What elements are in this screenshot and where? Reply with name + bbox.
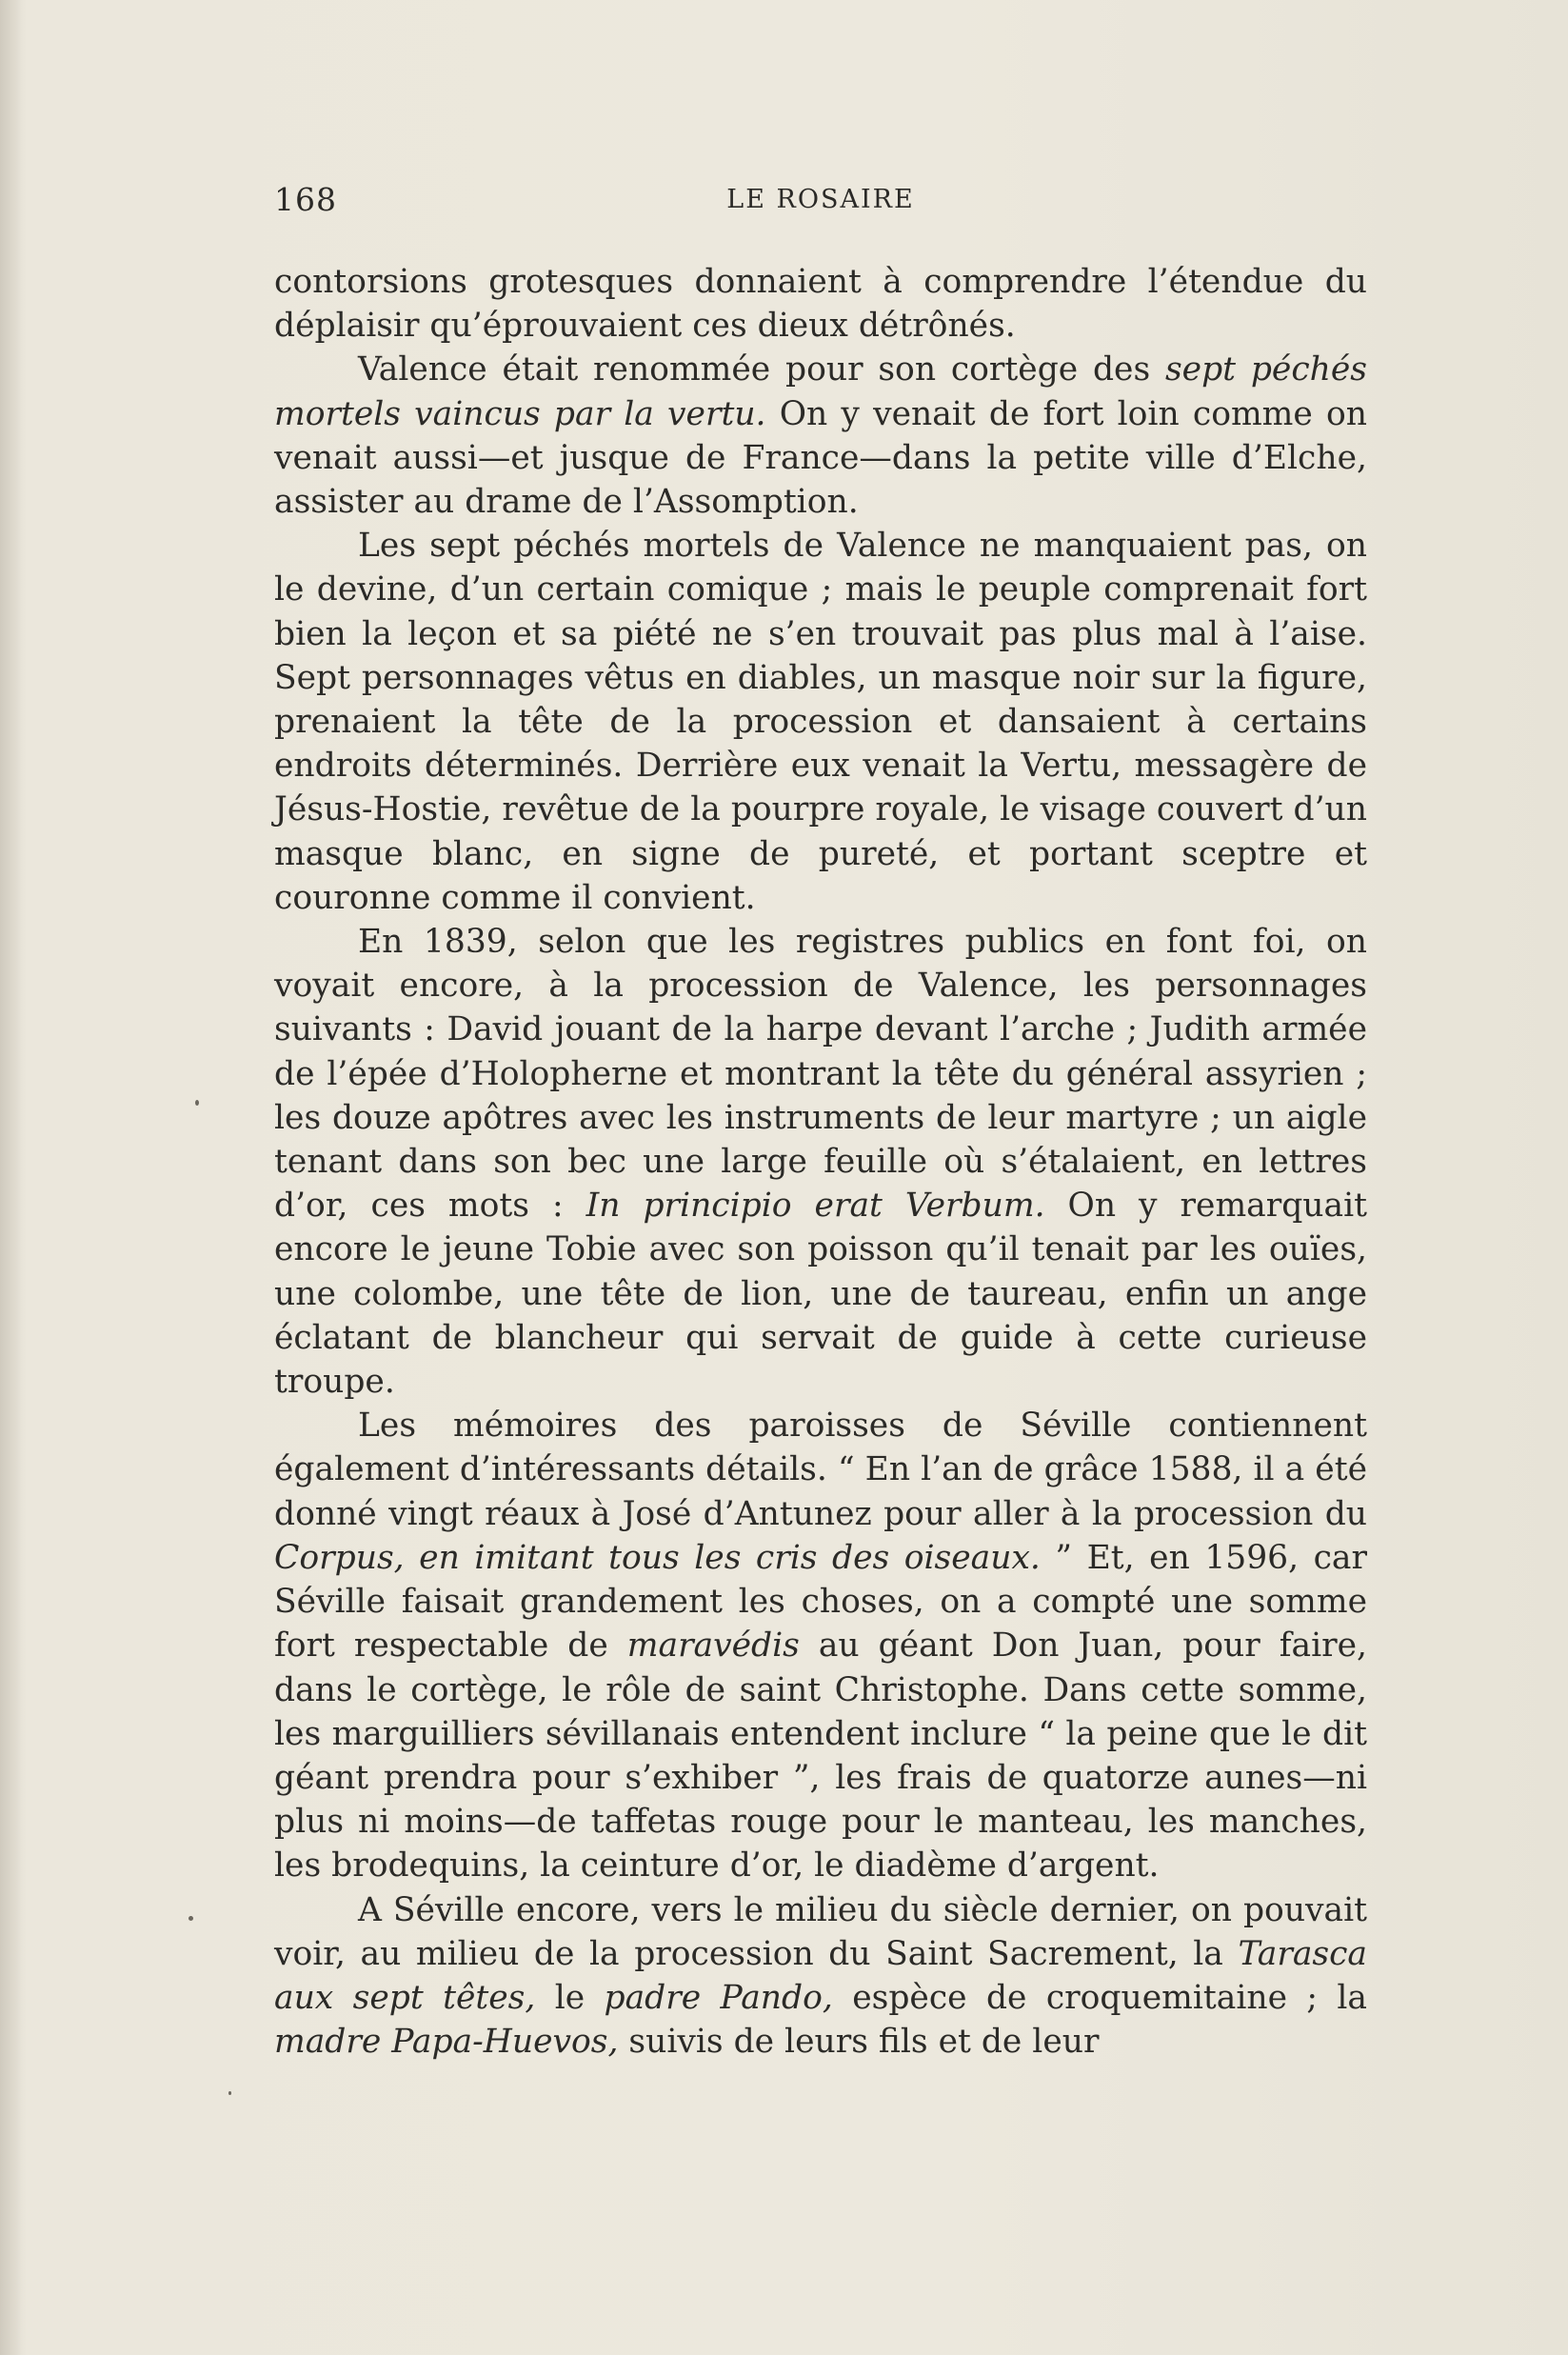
italic-text: madre Papa-Huevos, [274, 2023, 619, 2062]
text-run: Les mémoires des paroisses de Séville contiennent également d’intéressants détails. “ En l’an de grâce 1588, il a été donné vingt réaux à José d’Antunez pour aller à la procession du [274, 1407, 1367, 1533]
text-run: Les sept péchés mortels de Valence ne manquaient pas, on le devine, d’un certain comique ; mais le peuple comprenait fort bien la leçon et sa piété ne s’en trouvait pas plus mal à l’aise. Sept personnages vêtus en diables, un masque noir sur la figure, prenaient la tête de la procession et dansaient à certains endroits déterminés. Derrière eux venait la Vertu, messagère de Jésus-Hostie, revêtue de la pourpre royale, le visage couvert d’un masque blanc, en signe de pureté, et portant sceptre et couronne comme il convient. [274, 527, 1367, 917]
binding-edge [0, 0, 21, 2355]
paragraph [274, 260, 1367, 348]
italic-text: padre Pando, [604, 1978, 833, 2017]
text-run: contorsions grotesques donnaient à comprendre l’étendue du déplaisir qu’éprouvaient ces dieux détrônés. [274, 263, 1367, 346]
text-run: En 1839, selon que les registres publics en font foi, on voyait encore, à la procession de Valence, les personnages suivants : David jouant de la harpe devant l’arche ; Judith armée de l’épée d’Holopherne et montrant la tête du général assyrien ; les douze apôtres avec les instruments de leur martyre ; un aigle tenant dans son bec une large feuille où s’étalaient, en lettres d’or, ces mots : [274, 923, 1367, 1226]
page-number: 168 [274, 181, 337, 218]
paragraph [274, 1888, 1367, 2065]
text-run: le [535, 1978, 605, 2017]
italic-text: Tarasca aux sept têtes, [274, 1934, 1367, 2017]
paragraph [274, 348, 1367, 524]
italic-text: Corpus, en imitant tous les cris des oiseaux. [274, 1538, 1041, 1577]
italic-text: In principio erat Verbum. [586, 1187, 1045, 1226]
italic-text: sept péchés mortels vaincus par la vertu. [274, 350, 1367, 433]
text-run: ” Et, en 1596, car Séville faisait grandement les choses, on a compté une somme fort respectable de [274, 1538, 1367, 1666]
text-run: espèce de croquemitaine ; la [832, 1978, 1367, 2017]
text-run: suivis de leurs fils et de leur [618, 2023, 1100, 2062]
paragraph [274, 524, 1367, 920]
italic-text: maravédis [626, 1627, 800, 1666]
paragraph [274, 1404, 1367, 1887]
speck [195, 1100, 199, 1106]
text-run: A Séville encore, vers le milieu du siècle dernier, on pouvait voir, au milieu de la procession du Saint Sacrement, la [274, 1890, 1367, 1973]
paragraph [274, 920, 1367, 1404]
body-text [274, 260, 1367, 2064]
text-run: Valence était renommée pour son cortège des [358, 350, 1165, 389]
speck [189, 1916, 193, 1921]
running-title: LE ROSAIRE [726, 185, 915, 214]
page-header [274, 181, 1367, 229]
speck [228, 2091, 231, 2095]
text-run: On y remarquait encore le jeune Tobie avec son poisson qu’il tenait par les ouïes, une colombe, une tête de lion, une de taureau, enfin un ange éclatant de blancheur qui servait de guide à cette curieuse troupe. [274, 1187, 1367, 1402]
text-run: au géant Don Juan, pour faire, dans le cortège, le rôle de saint Christophe. Dans cette somme, les marguilliers sévillanais entendent inclure “ la peine que le dit géant prendra pour s’exhiber ”, les frais de quatorze aunes—ni plus ni moins—de taffetas rouge pour le manteau, les manches, les brodequins, la ceinture d’or, le diadème d’argent. [274, 1627, 1368, 1886]
text-run: On y venait de fort loin comme on venait aussi—et jusque de France—dans la petite ville d’Elche, assister au drame de l’Assomption. [274, 394, 1367, 522]
